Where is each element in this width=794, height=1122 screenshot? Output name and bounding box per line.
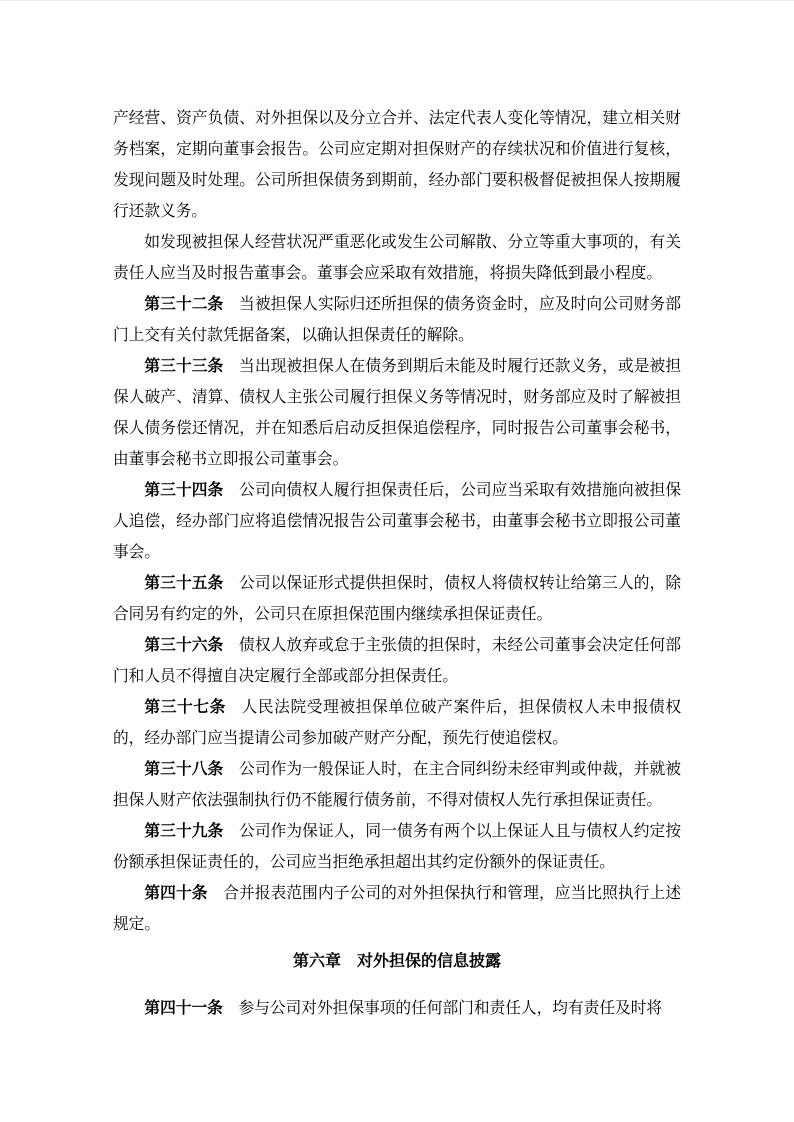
article-paragraph bbox=[113, 289, 681, 351]
article-number: 第三十五条 bbox=[144, 575, 224, 592]
paragraph-text: 产经营、资产负债、对外担保以及分立合并、法定代表人变化等情况，建立相关财务档案，定期向董事会报告。公司应定期对担保财产的存续状况和价值进行复核，发现问题及时处理。公司所担保债务到期前，经办部门要积极督促被担保人按期履行还款义务。 bbox=[113, 110, 681, 220]
article-number: 第三十九条 bbox=[144, 823, 224, 840]
article-number: 第三十八条 bbox=[144, 761, 224, 778]
paragraph-text: 如发现被担保人经营状况严重恶化或发生公司解散、分立等重大事项的，有关责任人应当及时报告董事会。董事会应采取有效措施，将损失降低到最小程度。 bbox=[113, 234, 681, 282]
paragraph-text: 合并报表范围内子公司的对外担保执行和管理，应当比照执行上述规定。 bbox=[113, 885, 682, 933]
body-paragraph bbox=[113, 227, 681, 289]
paragraph-text: 公司作为一般保证人时，在主合同纠纷未经审判或仲裁，并就被担保人财产依法强制执行仍不能履行债务前，不得对债权人先行承担保证责任。 bbox=[113, 761, 682, 809]
article-paragraph bbox=[113, 878, 681, 940]
body-paragraph bbox=[113, 103, 681, 227]
article-number: 第三十四条 bbox=[144, 482, 224, 499]
article-paragraph bbox=[113, 351, 681, 475]
article-number: 第三十七条 bbox=[144, 699, 226, 716]
paragraph-text: 公司作为保证人，同一债务有两个以上保证人且与债权人约定按份额承担保证责任的，公司应当拒绝承担超出其约定份额外的保证责任。 bbox=[113, 823, 682, 871]
article-paragraph bbox=[113, 630, 681, 692]
chapter-heading: 第六章 对外担保的信息披露 bbox=[292, 953, 501, 970]
article-paragraph bbox=[113, 993, 681, 1024]
article-paragraph bbox=[113, 692, 681, 754]
article-paragraph bbox=[113, 568, 681, 630]
article-paragraph bbox=[113, 475, 681, 568]
article-paragraph bbox=[113, 816, 681, 878]
paragraph-text: 当出现被担保人在债务到期后未能及时履行还款义务，或是被担保人破产、清算、债权人主张公司履行担保义务等情况时，财务部应及时了解被担保人债务偿还情况，并在知悉后启动反担保追偿程序，同时报告公司董事会秘书，由董事会秘书立即报公司董事会。 bbox=[113, 358, 682, 468]
article-paragraph bbox=[113, 754, 681, 816]
article-number: 第三十二条 bbox=[144, 296, 224, 313]
paragraph-text: 人民法院受理被担保单位破产案件后，担保债权人未申报债权的，经办部门应当提请公司参加破产财产分配，预先行使追偿权。 bbox=[113, 699, 682, 747]
article-number: 第四十条 bbox=[144, 885, 208, 902]
paragraph-text: 参与公司对外担保事项的任何部门和责任人，均有责任及时将 bbox=[238, 1000, 663, 1017]
paragraph-text: 公司向债权人履行担保责任后，公司应当采取有效措施向被担保人追偿，经办部门应将追偿情况报告公司董事会秘书，由董事会秘书立即报公司董事会。 bbox=[113, 482, 682, 561]
paragraph-text: 当被担保人实际归还所担保的债务资金时，应及时向公司财务部门上交有关付款凭据备案，以确认担保责任的解除。 bbox=[113, 296, 682, 344]
article-number: 第三十三条 bbox=[144, 358, 224, 375]
article-number: 第三十六条 bbox=[144, 637, 224, 654]
paragraph-text: 公司以保证形式提供担保时，债权人将债权转让给第三人的，除合同另有约定的外，公司只在原担保范围内继续承担保证责任。 bbox=[113, 575, 682, 623]
paragraph-text: 债权人放弃或怠于主张债的担保时，未经公司董事会决定任何部门和人员不得擅自决定履行全部或部分担保责任。 bbox=[113, 637, 682, 685]
article-number: 第四十一条 bbox=[144, 1000, 223, 1017]
